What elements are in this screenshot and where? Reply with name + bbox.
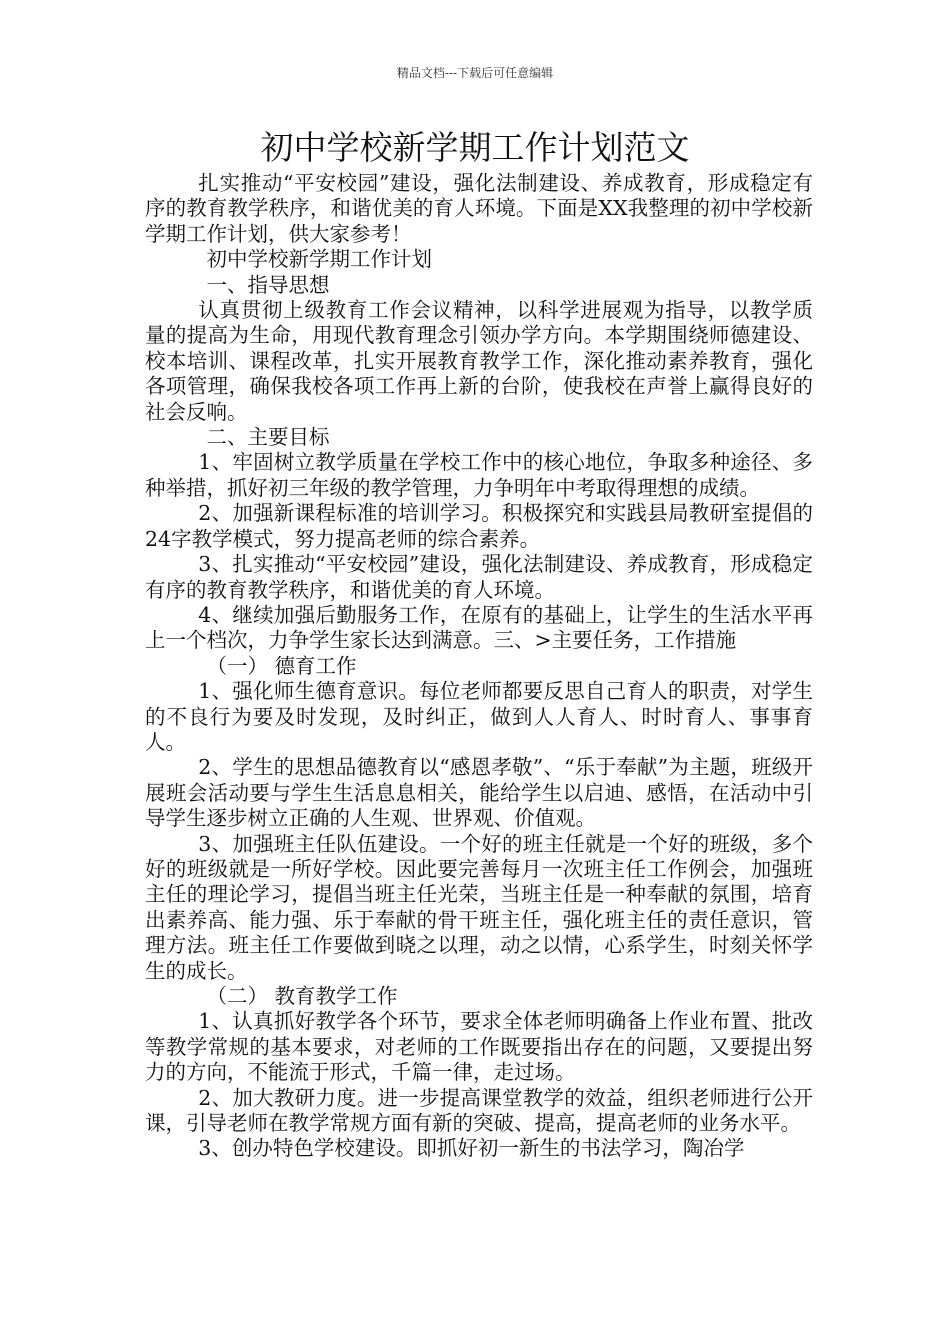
paragraph: 2、加大教研力度。进一步提高课堂教学的效益，组织老师进行公开课，引导老师在教学常规方面有新的突破、提高，提高老师的业务水平。 bbox=[145, 1085, 813, 1136]
paragraph: 二、主要目标 bbox=[206, 425, 330, 450]
document-title: 初中学校新学期工作计划范文 bbox=[260, 128, 690, 167]
page-header: 精品文档---下载后可任意编辑 bbox=[396, 66, 554, 80]
paragraph: 认真贯彻上级教育工作会议精神，以科学进展观为指导，以教学质量的提高为生命，用现代教育理念引领办学方向。本学期围绕师德建设、校本培训、课程改革，扎实开展教育教学工作，深化推动素养教育，强化各项管理，确保我校各项工作再上新的台阶，使我校在声誉上赢得良好的社会反响。 bbox=[145, 298, 813, 424]
paragraph: 2、学生的思想品德教育以“感恩孝敬”、“乐于奉献”为主题，班级开展班会活动要与学生生活息息相关，能给学生以启迪、感悟，在活动中引导学生逐步树立正确的人生观、世界观、价值观。 bbox=[145, 755, 813, 831]
paragraph: 3、创办特色学校建设。即抓好初一新生的书法学习，陶冶学 bbox=[198, 1136, 745, 1161]
paragraph: 1、认真抓好教学各个环节，要求全体老师明确备上作业布置、批改等教学常规的基本要求，对老师的工作既要指出存在的问题，又要提出努力的方向，不能流于形式，千篇一律，走过场。 bbox=[145, 1009, 813, 1085]
paragraph: （二） 教育教学工作 bbox=[206, 984, 398, 1008]
paragraph: 2、加强新课程标准的培训学习。积极探究和实践县局教研室提倡的24字教学模式，努力提高老师的综合素养。 bbox=[145, 501, 813, 551]
paragraph: 1、强化师生德育意识。每位老师都要反思自己育人的职责，对学生的不良行为要及时发现，及时纠正，做到人人育人、时时育人、事事育人。 bbox=[145, 679, 813, 754]
paragraph: （一） 德育工作 bbox=[206, 653, 357, 678]
paragraph: 扎实推动“平安校园”建设，强化法制建设、养成教育，形成稳定有序的教育教学秩序，和谐优美的育人环境。下面是XX我整理的初中学校新学期工作计划，供大家参考！ bbox=[145, 171, 813, 246]
paragraph: 1、牢固树立教学质量在学校工作中的核心地位，争取多种途径、多种举措，抓好初三年级的教学管理，力争明年中考取得理想的成绩。 bbox=[145, 450, 813, 500]
paragraph: 3、加强班主任队伍建设。一个好的班主任就是一个好的班级，多个好的班级就是一所好学校。因此要完善每月一次班主任工作例会，加强班主任的理论学习，提倡当班主任光荣，当班主任是一种奉献的氛围，培育出素养高、能力强、乐于奉献的骨干班主任，强化班主任的责任意识，管理方法。班主任工作要做到晓之以理，动之以情，心系学生，时刻关怀学生的成长。 bbox=[145, 831, 813, 983]
paragraph: 4、继续加强后勤服务工作，在原有的基础上，让学生的生活水平再上一个档次，力争学生家长达到满意。三、>主要任务，工作措施 bbox=[145, 602, 813, 653]
paragraph: 一、指导思想 bbox=[206, 272, 330, 297]
document-body bbox=[145, 171, 813, 1162]
paragraph: 3、扎实推动“平安校园”建设，强化法制建设、养成教育，形成稳定有序的教育教学秩序，和谐优美的育人环境。 bbox=[145, 552, 813, 602]
paragraph: 初中学校新学期工作计划 bbox=[206, 247, 432, 272]
